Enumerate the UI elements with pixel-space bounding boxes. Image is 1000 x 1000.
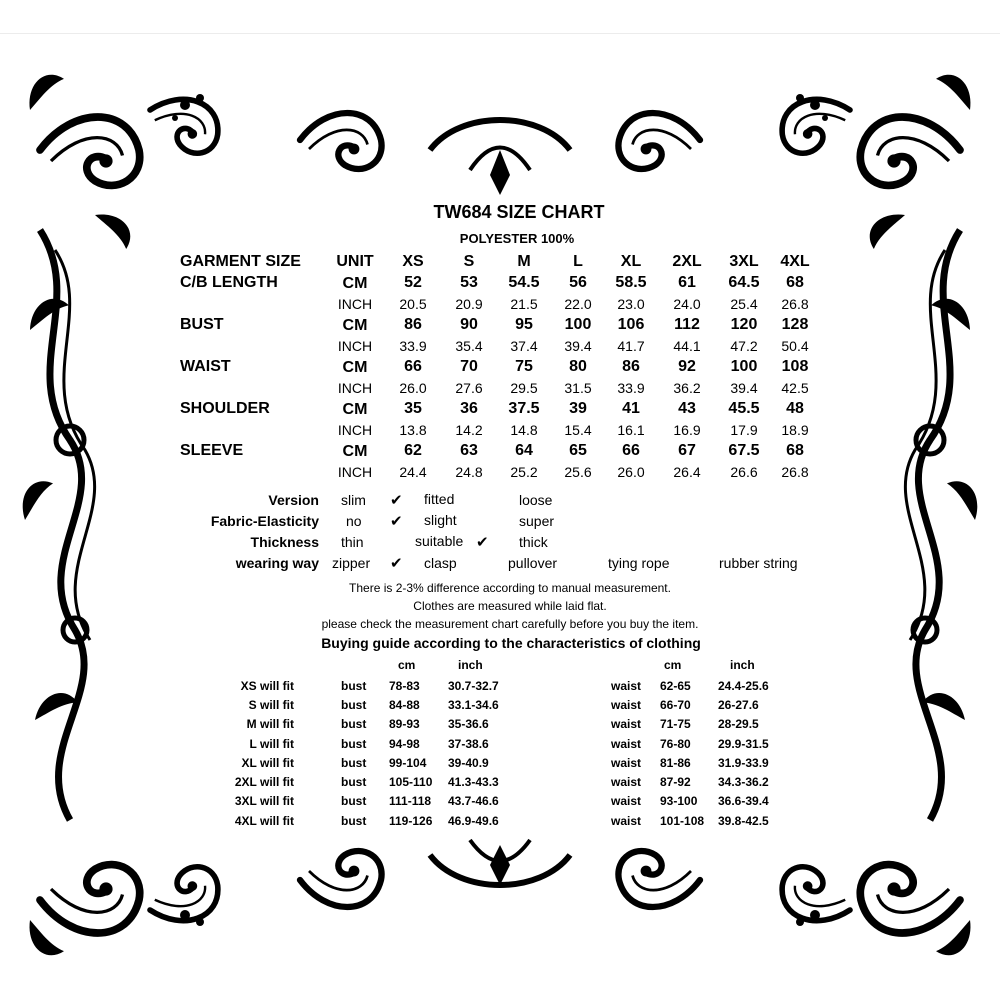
inch-value: 20.9	[455, 296, 483, 312]
guide-bust-inch: 35-36.6	[448, 717, 489, 731]
cm-value: 35	[404, 400, 422, 417]
measurement-name: SHOULDER	[180, 400, 270, 417]
guide-fit-label: 3XL will fit	[234, 794, 294, 808]
inch-value: 39.4	[730, 380, 758, 396]
inch-value: 33.9	[617, 380, 645, 396]
cm-value: 52	[404, 274, 422, 291]
inch-value: 22.0	[564, 296, 592, 312]
cm-value: 43	[678, 400, 696, 417]
guide-fit-label: XL will fit	[241, 756, 294, 770]
inch-value: 27.6	[455, 380, 483, 396]
thickness-option: suitable	[415, 533, 464, 549]
guide-bust-cm: 94-98	[389, 737, 420, 751]
guide-waist-inch: 24.4-25.6	[718, 679, 769, 693]
cm-value: 68	[786, 274, 804, 291]
cm-value: 64	[515, 442, 533, 459]
guide-bust-label: bust	[341, 737, 367, 751]
guide-waist-inch: 29.9-31.5	[718, 737, 769, 751]
guide-bust-label: bust	[341, 698, 367, 712]
guide-bust-inch: 39-40.9	[448, 756, 489, 770]
guide-inch-header: inch	[458, 658, 483, 672]
guide-bust-inch: 41.3-43.3	[448, 775, 499, 789]
inch-value: 20.5	[399, 296, 427, 312]
inch-value: 14.2	[455, 422, 483, 438]
inch-value: 41.7	[617, 338, 645, 354]
inch-value: 16.9	[673, 422, 701, 438]
cm-value: 58.5	[615, 274, 647, 291]
guide-bust-label: bust	[341, 814, 367, 828]
guide-bust-label: bust	[341, 679, 367, 693]
cm-value: 62	[404, 442, 422, 459]
inch-value: 24.8	[455, 464, 483, 480]
measurement-note: please check the measurement chart carefully before you buy the item.	[321, 617, 699, 631]
guide-bust-cm: 89-93	[389, 717, 420, 731]
guide-bust-label: bust	[341, 717, 367, 731]
guide-bust-inch: 46.9-49.6	[448, 814, 499, 828]
guide-fit-label: L will fit	[249, 737, 294, 751]
corner-ornament-bottom-left	[19, 861, 227, 962]
cm-value: 36	[460, 400, 478, 417]
wearing-way-option: pullover	[508, 555, 558, 571]
guide-waist-inch: 28-29.5	[718, 717, 759, 731]
guide-waist-label: waist	[611, 737, 642, 751]
cm-value: 41	[622, 400, 640, 417]
guide-fit-label: S will fit	[248, 698, 294, 712]
inch-value: 33.9	[399, 338, 427, 354]
check-icon: ✔	[476, 534, 489, 551]
guide-waist-inch: 39.8-42.5	[718, 814, 769, 828]
inch-value: 35.4	[455, 338, 483, 354]
guide-waist-cm: 71-75	[660, 717, 691, 731]
measurement-name: SLEEVE	[180, 442, 244, 459]
size-header: 2XL	[672, 253, 702, 270]
cm-value: 80	[569, 358, 587, 375]
cm-value: 54.5	[508, 274, 540, 291]
size-header: 3XL	[729, 253, 759, 270]
inch-value: 13.8	[399, 422, 427, 438]
guide-cm-header: cm	[398, 658, 416, 672]
cm-value: 95	[515, 316, 533, 333]
cm-value: 56	[569, 274, 587, 291]
guide-cm-header: cm	[664, 658, 682, 672]
cm-value: 63	[460, 442, 478, 459]
inch-value: 31.5	[564, 380, 592, 396]
guide-bust-inch: 33.1-34.6	[448, 698, 499, 712]
guide-waist-cm: 93-100	[660, 794, 698, 808]
guide-waist-label: waist	[611, 756, 642, 770]
cm-value: 100	[730, 358, 758, 375]
wearing-way-option: zipper	[332, 555, 371, 571]
guide-bust-inch: 30.7-32.7	[448, 679, 499, 693]
inch-value: 16.1	[617, 422, 645, 438]
guide-waist-inch: 34.3-36.2	[718, 775, 769, 789]
chart-title: TW684 SIZE CHART	[433, 202, 605, 222]
guide-waist-label: waist	[611, 814, 642, 828]
garment-size-header: GARMENT SIZE	[180, 253, 301, 270]
cm-value: 61	[678, 274, 696, 291]
left-vine-ornament	[11, 230, 95, 820]
wearing-way-option: clasp	[424, 555, 457, 571]
guide-inch-header: inch	[730, 658, 755, 672]
version-option: fitted	[424, 491, 455, 507]
inch-value: 15.4	[564, 422, 592, 438]
inch-value: 23.0	[617, 296, 645, 312]
measurement-name: WAIST	[180, 358, 231, 375]
check-icon: ✔	[390, 555, 403, 572]
size-header: S	[463, 253, 475, 270]
inch-value: 21.5	[510, 296, 538, 312]
cm-value: 90	[460, 316, 478, 333]
cm-value: 66	[622, 442, 640, 459]
inch-value: 47.2	[730, 338, 758, 354]
wearing-way-label: wearing way	[235, 555, 319, 571]
inch-value: 26.0	[617, 464, 645, 480]
cm-value: 70	[460, 358, 478, 375]
guide-waist-label: waist	[611, 775, 642, 789]
inch-value: 17.9	[730, 422, 758, 438]
wearing-way-option: tying rope	[608, 555, 670, 571]
version-option: loose	[519, 492, 553, 508]
cm-unit-label: CM	[342, 359, 368, 376]
guide-waist-cm: 66-70	[660, 698, 691, 712]
corner-ornament-top-left	[19, 68, 227, 254]
guide-waist-inch: 31.9-33.9	[718, 756, 769, 770]
measurement-note: There is 2-3% difference according to manual measurement.	[349, 581, 671, 595]
unit-header: UNIT	[336, 253, 374, 270]
check-icon: ✔	[390, 492, 403, 509]
cm-value: 75	[515, 358, 533, 375]
cm-value: 120	[730, 316, 758, 333]
guide-waist-inch: 36.6-39.4	[718, 794, 769, 808]
inch-value: 24.4	[399, 464, 427, 480]
size-header: M	[517, 253, 531, 270]
cm-value: 45.5	[728, 400, 760, 417]
right-vine-ornament	[905, 230, 989, 820]
cm-unit-label: CM	[342, 401, 368, 418]
cm-value: 39	[569, 400, 587, 417]
guide-bust-inch: 43.7-46.6	[448, 794, 499, 808]
bottom-center-ornament	[300, 840, 700, 907]
elasticity-option: slight	[424, 512, 457, 528]
buying-guide-title: Buying guide according to the characteristics of clothing	[321, 635, 701, 651]
size-header: XL	[620, 253, 642, 270]
guide-waist-label: waist	[611, 717, 642, 731]
cm-value: 53	[460, 274, 478, 291]
cm-value: 86	[404, 316, 422, 333]
guide-bust-label: bust	[341, 756, 367, 770]
guide-bust-cm: 78-83	[389, 679, 420, 693]
guide-waist-cm: 76-80	[660, 737, 691, 751]
inch-value: 14.8	[510, 422, 538, 438]
inch-value: 26.8	[781, 464, 809, 480]
corner-ornament-top-right	[774, 68, 982, 254]
elasticity-label: Fabric-Elasticity	[210, 513, 319, 529]
elasticity-option: super	[519, 513, 555, 529]
guide-bust-label: bust	[341, 794, 367, 808]
inch-value: 29.5	[510, 380, 538, 396]
corner-ornament-bottom-right	[774, 861, 982, 962]
guide-waist-cm: 81-86	[660, 756, 691, 770]
inch-unit-label: INCH	[337, 464, 373, 480]
cm-value: 128	[781, 316, 809, 333]
inch-unit-label: INCH	[337, 380, 373, 396]
guide-waist-inch: 26-27.6	[718, 698, 759, 712]
size-header: 4XL	[780, 253, 810, 270]
guide-bust-cm: 119-126	[389, 814, 433, 828]
inch-value: 39.4	[564, 338, 592, 354]
version-label: Version	[268, 492, 319, 508]
inch-value: 18.9	[781, 422, 809, 438]
thickness-label: Thickness	[250, 534, 319, 550]
size-header: L	[573, 253, 583, 270]
inch-value: 36.2	[673, 380, 701, 396]
measurement-name: BUST	[180, 316, 224, 333]
guide-fit-label: 4XL will fit	[234, 814, 294, 828]
inch-value: 37.4	[510, 338, 538, 354]
guide-waist-label: waist	[611, 698, 642, 712]
guide-bust-label: bust	[341, 775, 367, 789]
inch-unit-label: INCH	[337, 338, 373, 354]
guide-fit-label: M will fit	[246, 717, 294, 731]
thickness-option: thin	[341, 534, 364, 550]
elasticity-option: no	[346, 513, 362, 529]
cm-unit-label: CM	[342, 317, 368, 334]
inch-value: 24.0	[673, 296, 701, 312]
cm-value: 67	[678, 442, 696, 459]
size-header: XS	[402, 253, 424, 270]
cm-value: 67.5	[728, 442, 760, 459]
guide-bust-cm: 105-110	[389, 775, 433, 789]
cm-value: 64.5	[728, 274, 760, 291]
cm-value: 86	[622, 358, 640, 375]
guide-waist-label: waist	[611, 679, 642, 693]
inch-value: 26.0	[399, 380, 427, 396]
inch-value: 25.4	[730, 296, 758, 312]
inch-value: 44.1	[673, 338, 701, 354]
thickness-option: thick	[519, 534, 548, 550]
cm-value: 68	[786, 442, 804, 459]
guide-waist-cm: 87-92	[660, 775, 691, 789]
guide-waist-label: waist	[611, 794, 642, 808]
guide-bust-cm: 84-88	[389, 698, 420, 712]
cm-value: 66	[404, 358, 422, 375]
inch-value: 26.6	[730, 464, 758, 480]
guide-bust-cm: 99-104	[389, 756, 427, 770]
measurement-name: C/B LENGTH	[180, 274, 278, 291]
cm-value: 37.5	[508, 400, 540, 417]
inch-value: 26.8	[781, 296, 809, 312]
inch-value: 25.2	[510, 464, 538, 480]
guide-waist-cm: 101-108	[660, 814, 705, 828]
version-option: slim	[341, 492, 366, 508]
guide-fit-label: 2XL will fit	[234, 775, 294, 789]
inch-unit-label: INCH	[337, 296, 373, 312]
inch-value: 50.4	[781, 338, 809, 354]
cm-value: 100	[564, 316, 592, 333]
cm-value: 108	[781, 358, 809, 375]
cm-value: 48	[786, 400, 804, 417]
cm-unit-label: CM	[342, 443, 368, 460]
cm-value: 112	[674, 316, 700, 333]
top-center-ornament	[300, 113, 700, 195]
cm-value: 92	[678, 358, 696, 375]
measurement-note: Clothes are measured while laid flat.	[413, 599, 607, 613]
cm-unit-label: CM	[342, 275, 368, 292]
check-icon: ✔	[390, 513, 403, 530]
cm-value: 106	[617, 316, 645, 333]
inch-value: 26.4	[673, 464, 701, 480]
inch-value: 25.6	[564, 464, 592, 480]
guide-waist-cm: 62-65	[660, 679, 691, 693]
guide-bust-inch: 37-38.6	[448, 737, 489, 751]
inch-value: 42.5	[781, 380, 809, 396]
inch-unit-label: INCH	[337, 422, 373, 438]
material-label: POLYESTER 100%	[459, 231, 575, 246]
wearing-way-option: rubber string	[719, 555, 798, 571]
guide-bust-cm: 111-118	[389, 794, 432, 808]
cm-value: 65	[569, 442, 587, 459]
guide-fit-label: XS will fit	[240, 679, 294, 693]
